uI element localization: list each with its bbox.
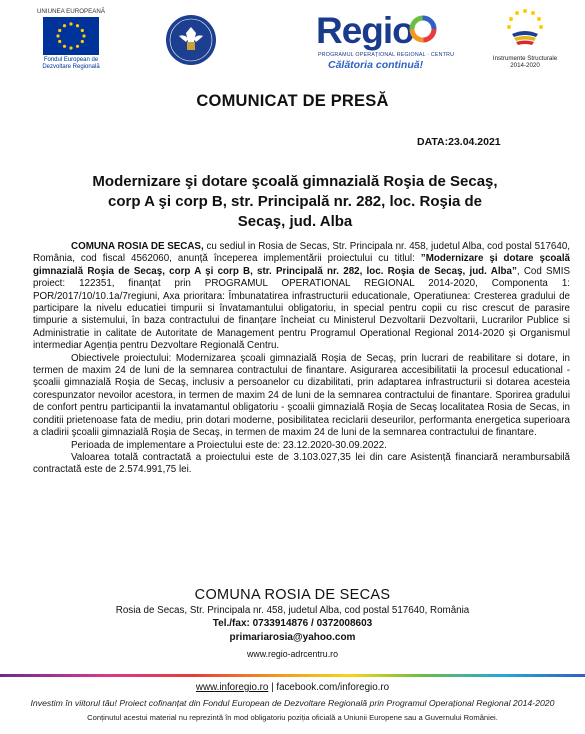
contact-website[interactable]: www.regio-adrcentru.ro <box>247 649 338 659</box>
eu-flag-icon <box>43 17 99 55</box>
government-logo <box>165 14 217 66</box>
regio-wordmark: Regio <box>316 10 414 51</box>
rainbow-divider <box>0 674 585 677</box>
footer-disclaimer: Investim în viitorul tău! Proiect cofinanțat din Fondul European de Dezvoltare Regională prin Programul Operațional Regional 2014-2020 <box>30 698 555 708</box>
contact-phone: Tel./fax: 0733914876 / 0372008603 <box>212 618 373 629</box>
project-title: Modernizare şi dotare şcoală gimnazială Roşia de Secaş, corp A şi corp B, str. Principală nr. 282, loc. Roşia de Secaş, jud. Alba <box>92 173 498 230</box>
contact-email[interactable]: primariarosia@yahoo.com <box>229 632 356 643</box>
paragraph-objectives: Obiectivele proiectului: Modernizarea şcoali gimnazială Roşia de Secaş, prin lucrari de reabilitare si dotare, in termen de maxim 24 de luni de la semnarea contractului de finantare. Asigurarea accesibilitatii la procesul educational - şcoalii gimnazială Roşia de Secaş, inclusiv a persoanelor cu dizabilitati, prin adaptarea infrastructurii si dotarea acesteia corespunzator nevoilor acestora, in termen de maxim 24 de luni de la semnarea contractului de finantare. Sporirea gradului de confort pentru participantii la invatamantul obligatoriu - şcoalii gimnazială Roşia de Secaş localitatea Rosia de Secas, in conditii prietenoase fata de mediu, prin dotari moderne, posibilitatea reciclarii deseurilor, performanta energetica superioara a cladirii şcoalii gimnazială Roşia de Secaş, in termen de maxim 24 de luni de la semnarea contractului de finantare. <box>33 352 570 439</box>
link-separator: | <box>268 682 277 693</box>
eu-logo-caption: Fondul European de Dezvoltare Regională <box>42 57 100 70</box>
intro-text-continued: , Cod SMIS proiect: 122351, finanțat prin PROGRAMUL OPERATIONAL REGIONAL 2014-2020, Componenta 1: POR/2017/10/10.1a/7regiuni, Axa prioritara: Îmbunatatirea infrastructurii educationale, Operatiunea: Cresterea gradului de participare la nivelu educatiei timpurii si învatamantului obligatoriu, in special pentru copii cu risc crescut de parasire timpurie a sistemului, în baza contractului de finanțare încheiat cu Ministerul Dezvoltarii Dezvoltarii, Lucrarilor Publice si Administratie in calitate de Autoritate de Management pentru Programul Operational Regional 2014-2020 și Organismul intermediar Agenția pentru Dezvoltare Regională Centru. <box>33 265 570 352</box>
contact-address: Rosia de Secas, Str. Principala nr. 458, judetul Alba, cod postal 517640, România <box>115 605 470 616</box>
inforegio-link[interactable]: www.inforegio.ro <box>195 682 269 693</box>
footer-legal-note: Conținutul acestui material nu reprezintă în mod obligatoriu poziția oficială a Uniunii Europene sau a Guvernului României. <box>87 713 498 722</box>
regio-logo <box>316 10 455 74</box>
structural-instruments-logo <box>486 6 564 69</box>
structural-instruments-icon <box>503 6 547 50</box>
contact-name: COMUNA ROSIA DE SECAS <box>194 587 391 603</box>
eu-logo-title: UNIUNEA EUROPEANĂ <box>36 8 106 15</box>
footer-links <box>0 682 585 693</box>
regio-subtitle: PROGRAMUL OPERAȚIONAL REGIONAL · CENTRU <box>318 52 455 58</box>
paragraph-value: Valoarea totală contractată a proiectului este de 3.103.027,35 lei din care Asistență financiară nerambursabilă contractată este de 2.574.991,75 lei. <box>33 451 570 476</box>
document-date: DATA:23.04.2021 <box>417 136 501 148</box>
press-release-body <box>33 241 570 477</box>
header <box>0 0 585 82</box>
facebook-link[interactable]: facebook.com/inforegio.ro <box>276 682 390 693</box>
project-title-inline: ”Modernizare şi dotare şcoală gimnazială Roşia de Secaş, corp A şi corp B, str. Principală nr. 282, loc. Roşia de Secaş, jud. Alba” <box>33 253 570 277</box>
regio-rainbow-ring-icon <box>409 15 437 43</box>
applicant-name: COMUNA ROSIA DE SECAS, <box>71 241 204 252</box>
contact-block <box>0 586 585 663</box>
paragraph-intro <box>33 241 570 353</box>
intro-text: cu sediul in Rosia de Secas, Str. Principala nr. 458, judetul Alba, cod postal 517640, România, cod fiscal 4562060, anunță începerea implementării proiectului cu titlul: <box>33 241 570 265</box>
document-title: COMUNICAT DE PRESĂ <box>196 92 389 110</box>
government-seal-icon <box>165 14 217 66</box>
paragraph-period: Perioada de implementare a Proiectului este de: 23.12.2020-30.09.2022. <box>71 439 387 451</box>
eu-logo <box>32 8 110 71</box>
regio-tagline: Călătoria continuă! <box>328 59 424 71</box>
structural-instruments-caption: Instrumente Structurale 2014-2020 <box>492 55 558 69</box>
